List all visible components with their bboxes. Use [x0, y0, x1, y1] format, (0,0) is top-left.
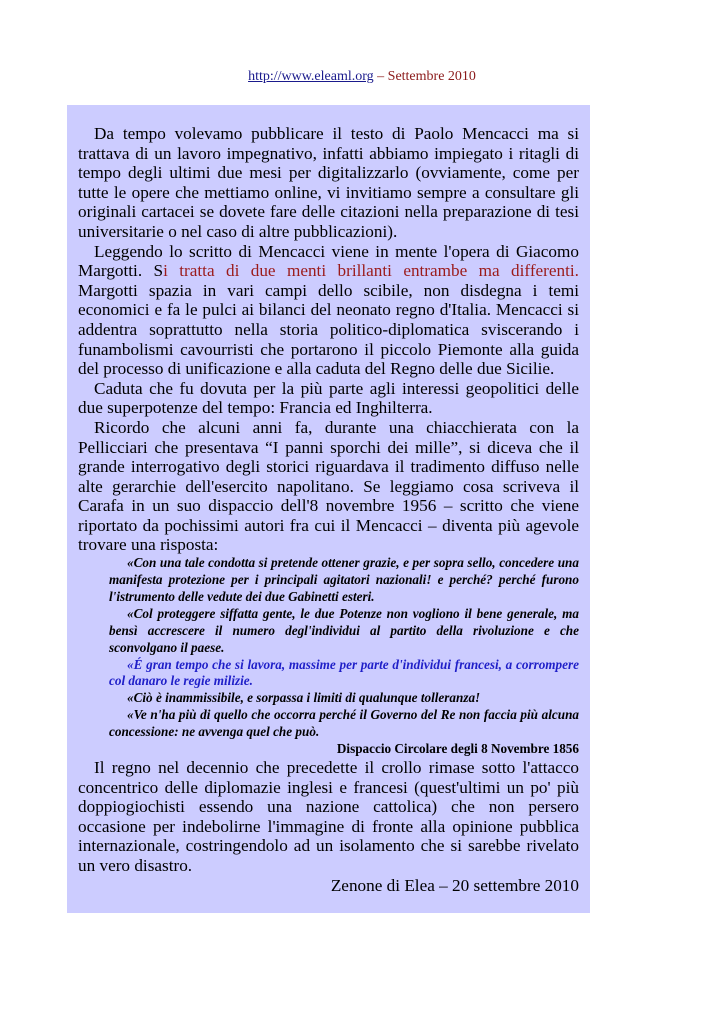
quote-line: «Col proteggere siffatta gente, le due Potenze non vogliono il bene generale, ma bensì accrescere il numero degl'individui al partito della rivoluzione e che sconvolgano il paese. — [109, 605, 579, 655]
paragraph-margotti-end: Margotti spazia in vari campi dello scibile, non disdegna i temi economici e fa le pulci ai bilanci del neonato regno d'Italia. Mencacci si addentra soprattutto nella storia politico-diplomatica sviscerando i funambolismi cavourristi che portarono il piccolo Piemonte alla guida del processo di unificazione e alla caduta del Regno delle due Sicilie. — [78, 280, 579, 379]
quote-line: «Ciò è inammissibile, e sorpassa i limiti di qualunque tolleranza! — [127, 690, 481, 706]
quote-line: «Con una tale condotta si pretende ottener grazie, e per sopra sello, concedere una manifesta protezione per i principali agitatori nazionali! e perché? perché furono l'istrumento delle vedute dei due Gabinetti esteri. — [109, 555, 579, 604]
quote-line-highlighted: «É gran tempo che si lavora, massime per parte d'individui francesi, a corrompere col danaro le regie milizie. — [109, 656, 579, 689]
paragraph-conclusion: Il regno nel decennio che precedette il crollo rimase sotto l'attacco concentrico delle diplomazie inglesi e francesi (quest'ultimi un po' più doppiogiochisti essendo una nazione cattolica) che non persero occasione per indebolirne l'immagine di fronte alla opinione pubblica internazionale, costringendolo ad un isolamento che si sarebbe rivelato un vero disastro. — [78, 757, 579, 875]
article-box — [67, 105, 590, 913]
paragraph-margotti — [78, 242, 579, 379]
site-link[interactable]: http://www.eleaml.org — [248, 69, 374, 84]
quote-line: «Ve n'ha più di quello che occorra perché il Governo del Re non faccia più alcuna concessione: ne avvenga quel che può. — [109, 707, 579, 740]
paragraph-intro: Da tempo volevamo pubblicare il testo di Paolo Mencacci ma si trattava di un lavoro impegnativo, infatti abbiamo impiegato i ritagli di tempo degli ultimi due mesi per digitalizzarlo (ovviamente, come per tutte le opere che mettiamo online, vi invitiamo sempre a consultare gli originali cartacei se dovete fare delle citazioni nella preparazione di tesi universitarie o nel caso di altre pubblicazioni). — [78, 124, 579, 241]
highlighted-sentence: i tratta di due menti brillanti entrambe ma differenti. — [163, 261, 579, 281]
page-header — [0, 69, 724, 85]
paragraph-margotti-start: Leggendo lo scritto di Mencacci viene in mente l'opera di Giacomo Margotti. S — [78, 241, 579, 281]
author-signature: Zenone di Elea – 20 settembre 2010 — [330, 875, 579, 895]
dispatch-quote-block — [78, 555, 579, 758]
quote-source: Dispaccio Circolare degli 8 Novembre 1856 — [336, 741, 579, 757]
paragraph-superpowers: Caduta che fu dovuta per la più parte agli interessi geopolitici delle due superpotenze del tempo: Francia ed Inghilterra. — [78, 378, 579, 418]
header-date: – Settembre 2010 — [373, 69, 476, 84]
paragraph-carafa: Ricordo che alcuni anni fa, durante una chiacchierata con la Pellicciari che presentava “I panni sporchi dei mille”, si diceva che il grande interrogativo degli storici riguardava il tradimento diffuso nelle alte gerarchie dell'esercito napolitano. Se leggiamo cosa scriveva il Carafa in un suo dispaccio dell'8 novembre 1956 – scritto che viene riportato da pochissimi autori fra cui il Mencacci – diventa più agevole trovare una risposta: — [78, 417, 579, 555]
